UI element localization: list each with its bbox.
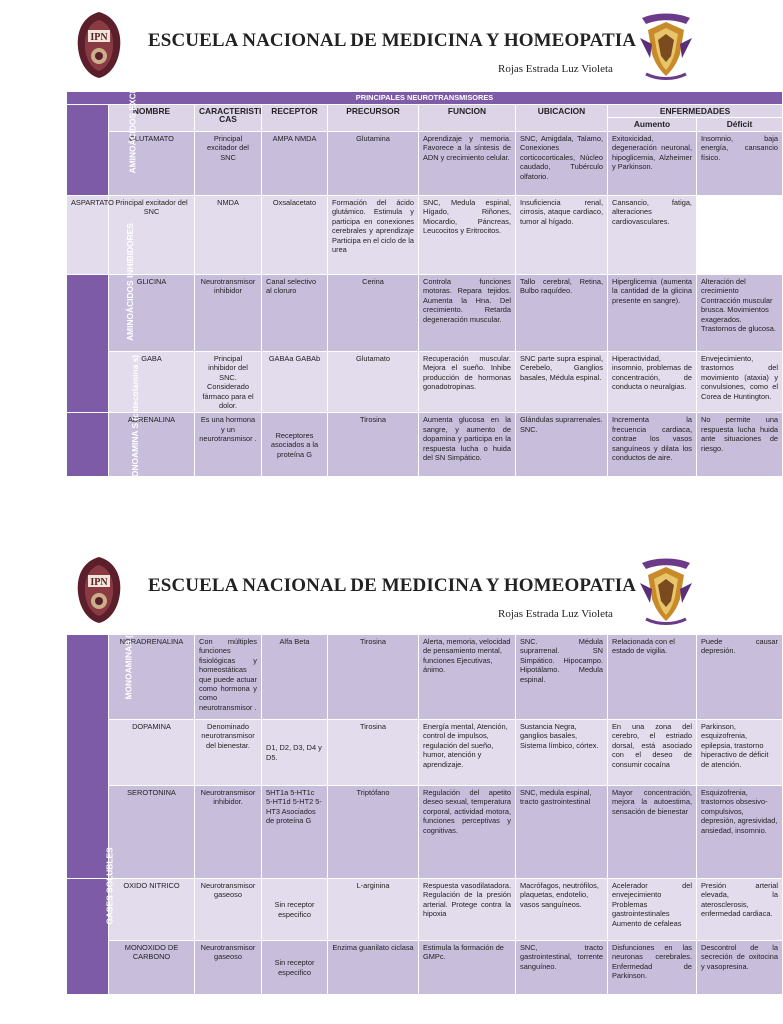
table-row <box>67 720 783 786</box>
cell-ubicacion: SNC, Amigdala, Talamo, Conexiones corticocorticales, Núcleo caudado, Tubérculo olfatorio. <box>516 132 608 196</box>
cell-receptor: Canal selectivo al cloruro <box>262 275 328 352</box>
page-2 <box>0 545 778 995</box>
cell-caracteristicas: Es una hormona y un neurotransmisor . <box>195 413 262 477</box>
table-row <box>67 941 783 995</box>
page-header <box>0 545 768 635</box>
cell-nombre: ASPARTATO <box>67 196 109 275</box>
cell-caracteristicas: Denominado neurotransmisor del bienestar. <box>195 720 262 786</box>
table-caption: PRINCIPALES NEUROTRANSMISORES <box>67 92 783 105</box>
table-row <box>67 275 783 352</box>
cell-deficit: Presión arterial elevada, la aterosclerosis, enfermedad cardiaca. <box>697 879 783 941</box>
svg-text:IPN: IPN <box>90 32 108 43</box>
school-title: ESCUELA NACIONAL DE MEDICINA Y HOMEOPATIA <box>148 575 637 596</box>
cell-receptor: Receptores asociados a la proteína G <box>262 413 328 477</box>
cell-precursor: Triptófano <box>328 786 419 879</box>
table-row <box>67 635 783 720</box>
col-header-deficit: Déficit <box>697 118 783 132</box>
cell-funcion: Aumenta glucosa en la sangre, y aumento de dopamina y participa en la respuesta lucha o huida del SN Simpático. <box>419 413 516 477</box>
cell-caracteristicas: Neurotransmisor inhibidor <box>195 275 262 352</box>
cell-ubicacion: SNC, medula espinal, tracto gastrointestinal <box>516 786 608 879</box>
page-1 <box>0 0 779 485</box>
col-header-enfermedades: ENFERMEDADES <box>608 105 783 118</box>
cell-nombre: NORADRENALINA <box>109 635 195 720</box>
author-name: Rojas Estrada Luz Violeta <box>498 63 613 75</box>
cell-deficit: No permite una respuesta lucha huida ante situaciones de riesgo. <box>697 413 783 477</box>
table-row <box>67 196 783 275</box>
cell-precursor: Glutamina <box>328 132 419 196</box>
cell-nombre: SEROTONINA <box>109 786 195 879</box>
cell-precursor: L-arginina <box>328 879 419 941</box>
cell-nombre: GABA <box>109 352 195 413</box>
table-row <box>67 786 783 879</box>
cell-receptor: AMPA NMDA <box>262 132 328 196</box>
cell-deficit: Insomnio, baja energía, cansancio físico. <box>697 132 783 196</box>
page-header <box>0 0 768 90</box>
col-header-aumento: Aumento <box>608 118 697 132</box>
cell-deficit: Puede causar depresión. <box>697 635 783 720</box>
cell-deficit: Parkinson, esquizofrenia, epilepsia, trastorno hiperactivo de déficit de atención. <box>697 720 783 786</box>
cell-aumento: Incrementa la frecuencia cardiaca, contrae los vasos sanguíneos y dilata los conductos de aire. <box>608 413 697 477</box>
cell-aumento: Mayor concentración, mejora la autoestima, sensación de bienestar <box>608 786 697 879</box>
cell-funcion: Aprendizaje y memoria. Favorece a la síntesis de ADN y crecimiento celular. <box>419 132 516 196</box>
col-header-ubicacion: UBICACION <box>516 105 608 132</box>
cell-funcion: Energía mental, Atención, control de impulsos, regulación del sueño, humor, atención y aprendizaje. <box>419 720 516 786</box>
cell-caracteristicas: Neurotransmisor gaseoso <box>195 879 262 941</box>
cell-nombre: GLICINA <box>109 275 195 352</box>
table-row <box>67 413 783 477</box>
cell-deficit: Envejecimiento, trastornos del movimiento (ataxia) y convulsiones, como el Corea de Huntington. <box>697 352 783 413</box>
cell-caracteristicas: Neurotransmisor gaseoso <box>195 941 262 995</box>
ipn-logo-icon <box>74 555 124 625</box>
cell-receptor: NMDA <box>195 196 262 275</box>
cell-ubicacion: Glándulas suprarrenales. SNC. <box>516 413 608 477</box>
cell-ubicacion: SNC parte supra espinal, Cerebelo, Ganglios basales, Médula espinal. <box>516 352 608 413</box>
enmyh-emblem-icon <box>638 8 694 82</box>
cell-ubicacion: Macrófagos, neutrófilos, plaquetas, endotelio, vasos sanguíneos. <box>516 879 608 941</box>
cell-aumento: Hiperglicemia (aumenta la cantidad de la glicina presente en sangre). <box>608 275 697 352</box>
cell-funcion: Alerta, memoria, velocidad de pensamiento mental, funciones Ejecutivas, ánimo. <box>419 635 516 720</box>
group-label-indolaminas: MONOAMINAS (indolaminas) <box>67 635 109 879</box>
cell-caracteristicas: Principal excitador del SNC <box>109 196 195 275</box>
cell-funcion: Estimula la formación de GMPc. <box>419 941 516 995</box>
group-label-excitadores: AMINOÁCIDOS EXCITADORES <box>67 105 109 196</box>
cell-receptor: GABAa GABAb <box>262 352 328 413</box>
cell-precursor: Enzima guanilato ciclasa <box>328 941 419 995</box>
cell-aumento: Insuficiencia renal, cirrosis, ataque cardiaco, tumor al hígado. <box>516 196 608 275</box>
cell-precursor: Cerina <box>328 275 419 352</box>
cell-funcion: Regulación del apetito deseo sexual, temperatura corporal, actividad motora, funciones perceptivas y cognitivas. <box>419 786 516 879</box>
school-title: ESCUELA NACIONAL DE MEDICINA Y HOMEOPATIA <box>148 30 637 51</box>
cell-aumento: Disfunciones en las neuronas cerebrales. Enfermedad de Parkinson. <box>608 941 697 995</box>
cell-receptor: Alfa Beta <box>262 635 328 720</box>
col-header-funcion: FUNCION <box>419 105 516 132</box>
cell-precursor: Tirosina <box>328 635 419 720</box>
group-label-monoaminas: MONOAMINA S (catecolamina s) <box>67 413 109 477</box>
cell-funcion: Respuesta vasodilatadora. Regulación de la presión arterial. Protege contra la hipoxia <box>419 879 516 941</box>
cell-nombre: MONOXIDO DE CARBONO <box>109 941 195 995</box>
cell-ubicacion: Sustancia Negra, ganglios basales, Sistema límbico, córtex. <box>516 720 608 786</box>
cell-receptor: 5HT1a 5-HT1c 5-HT1d 5-HT2 5-HT3 Asociados de proteína G <box>262 786 328 879</box>
group-label-gases-solubles: GASES SOLUBLES <box>67 879 109 995</box>
cell-deficit: Esquizofrenia, trastornos obsesivo-compulsivos, depresión, agresividad, ansiedad, insomnio. <box>697 786 783 879</box>
cell-nombre: DOPAMINA <box>109 720 195 786</box>
cell-aumento: Exitoxicidad, degeneración neuronal, hipoglicemia, Alzheimer y Parkinson. <box>608 132 697 196</box>
cell-funcion: Controla funciones motoras. Repara tejidos. Aumenta la Hna. Del crecimiento. Retarda degeneración muscular. <box>419 275 516 352</box>
col-header-caracteristicas: CARACTERISTI CAS <box>195 105 262 132</box>
table-row <box>67 132 783 196</box>
cell-caracteristicas: Con múltiples funciones fisiológicas y homeostáticas que puede actuar como hormona y como neurotransmisor . <box>195 635 262 720</box>
cell-aumento: Acelerador del envejecimiento Problemas gastrointestinales Aumento de cefaleas <box>608 879 697 941</box>
author-name: Rojas Estrada Luz Violeta <box>498 608 613 620</box>
cell-aumento: Relacionada con el estado de vigilia. <box>608 635 697 720</box>
ipn-logo-icon <box>74 10 124 80</box>
cell-aumento: Hiperactividad, insomnio, problemas de concentración, de conducta o neuralgias. <box>608 352 697 413</box>
cell-nombre: OXIDO NITRICO <box>109 879 195 941</box>
cell-funcion: Formación del ácido glutámico. Estimula y participa en conexiones cerebrales y aprendizaje Participa en el ciclo de la urea <box>328 196 419 275</box>
cell-ubicacion: SNC, tracto gastrointestinal, torrente sanguíneo. <box>516 941 608 995</box>
svg-text:IPN: IPN <box>90 577 108 588</box>
cell-caracteristicas: Principal inhibidor del SNC. Considerado fármaco para el dolor. <box>195 352 262 413</box>
cell-caracteristicas: Principal excitador del SNC <box>195 132 262 196</box>
cell-precursor: Oxsalacetato <box>262 196 328 275</box>
group-label-inhibidores: AMINOÁCIDOS INHIBIDORES <box>67 275 109 413</box>
cell-aumento: En una zona del cerebro, el estriado dorsal, está asociado con el deseo de consumir cocaína <box>608 720 697 786</box>
cell-funcion: Recuperación muscular. Mejora el sueño. Inhibe producción de hormonas gonadotropinas. <box>419 352 516 413</box>
cell-receptor: D1, D2, D3, D4 y D5. <box>262 720 328 786</box>
table-row <box>67 879 783 941</box>
cell-deficit: Cansancio, fatiga, alteraciones cardiovasculares. <box>608 196 697 275</box>
cell-nombre: ADRENALINA <box>109 413 195 477</box>
cell-caracteristicas: Neurotransmisor inhibidor. <box>195 786 262 879</box>
col-header-nombre: NOMBRE <box>109 105 195 132</box>
col-header-precursor: PRECURSOR <box>328 105 419 132</box>
cell-receptor: Sin receptor especifico <box>262 879 328 941</box>
cell-ubicacion: SNC. Médula suprarrenal. SN Simpático. Hipocampo. Hipotálamo. Medula espinal. <box>516 635 608 720</box>
col-header-receptor: RECEPTOR <box>262 105 328 132</box>
cell-precursor: Glutamato <box>328 352 419 413</box>
cell-receptor: Sin receptor especifico <box>262 941 328 995</box>
cell-deficit: Alteración del crecimiento Contracción muscular brusca. Movimientos exagerados. Trastornos de glucosa. <box>697 275 783 352</box>
cell-precursor: Tirosina <box>328 413 419 477</box>
cell-precursor: Tirosina <box>328 720 419 786</box>
cell-ubicacion: Tallo cerebral, Retina, Bulbo raquídeo. <box>516 275 608 352</box>
cell-nombre: GLUTAMATO <box>109 132 195 196</box>
cell-deficit: Descontrol de la secreción de oxitocina y vasopresina. <box>697 941 783 995</box>
table-row <box>67 352 783 413</box>
cell-ubicacion: SNC, Medula espinal, Hígado, Riñones, Miocardio, Páncreas, Leucocitos y Eritrocitos. <box>419 196 516 275</box>
enmyh-emblem-icon <box>638 553 694 627</box>
